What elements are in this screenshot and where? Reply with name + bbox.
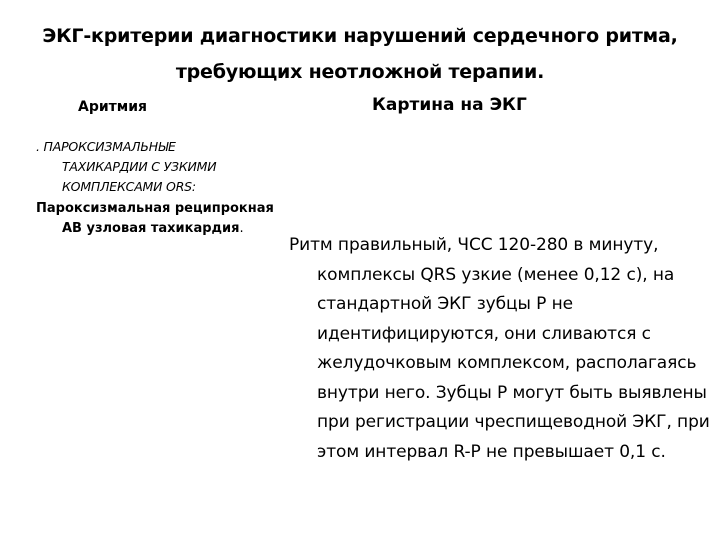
ecg-description: Ритм правильный, ЧСС 120-280 в минуту, комплексы QRS узкие (менее 0,12 с), на стандартной ЭКГ зубцы Р не идентифицируются, они сливаются с желудочковым комплексом, располагаясь внутри него. Зубцы Р могут быть выявлены при регистрации чреспищеводной ЭКГ, при этом интервал R-P не превышает 0,1 с. [289, 235, 710, 462]
arrhythmia-name-period: . [239, 221, 244, 236]
arrhythmia-name-text: Пароксизмальная реципрокная АВ узловая тахикардия [36, 201, 274, 236]
arrhythmia-column-header: Аритмия [78, 99, 148, 115]
slide-title: ЭКГ-критерии диагностики нарушений сердечного ритма, требующих неотложной терапии. [42, 25, 678, 83]
arrhythmia-column [36, 137, 274, 239]
tachycardia-category: . ПАРОКСИЗМАЛЬНЫЕ ТАХИКАРДИИ С УЗКИМИ КОМПЛЕКСАМИ ORS: [36, 139, 217, 194]
arrhythmia-name [36, 199, 282, 239]
ecg-picture-column-header: Картина на ЭКГ [372, 95, 527, 115]
